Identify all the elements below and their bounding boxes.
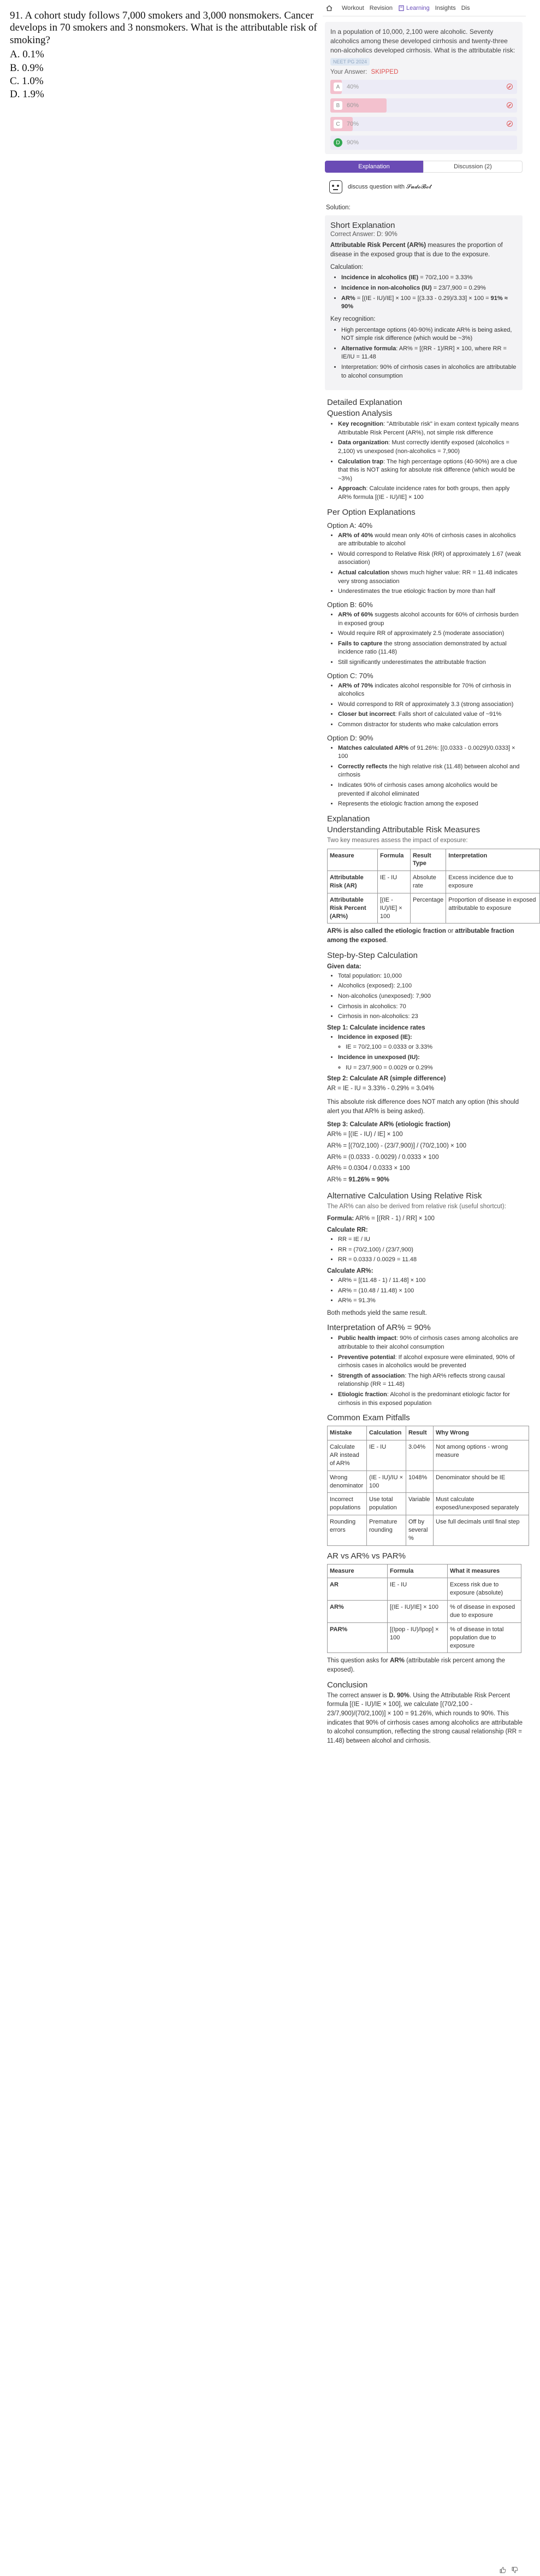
bold-term: Incidence in alcoholics (IE) xyxy=(341,274,419,281)
list-item xyxy=(338,1372,523,1389)
item-text: : The high percentage options (40-90%) are a clue that this is NOT asking for absolute risk difference (which would be ~3%) xyxy=(338,458,518,482)
option-d-title: Option D: 90% xyxy=(327,733,373,742)
choice-c-text: 70% xyxy=(347,121,359,128)
bold-term: AR% xyxy=(341,295,355,302)
vs-title: AR vs AR% vs PAR% xyxy=(327,1551,406,1561)
table-cell: 3.04% xyxy=(406,1440,434,1471)
short-explanation xyxy=(325,215,523,390)
choice-b-text: 60% xyxy=(347,102,359,109)
option-c-title: Option C: 70% xyxy=(327,671,373,680)
list-item: • Non-alcoholics (unexposed): 7,900 xyxy=(338,992,523,1001)
list-item xyxy=(338,439,523,456)
table-cell: [(IE - IU)/IE] × 100 xyxy=(378,893,411,924)
choice-d-text: 90% xyxy=(347,139,359,146)
nav-learning-label: Learning xyxy=(406,4,430,11)
list-item xyxy=(338,569,523,586)
list-item xyxy=(341,295,517,311)
table-header-row xyxy=(328,849,540,871)
option-c[interactable]: C. 1.0% xyxy=(10,75,44,87)
choice-c[interactable] xyxy=(330,117,517,131)
table-row xyxy=(328,1601,521,1623)
step1-list xyxy=(338,1033,523,1072)
item-text: shows much higher value: RR = 11.48 indicates very strong association xyxy=(338,569,518,585)
calc-rr-list xyxy=(338,1236,523,1265)
exam-tag: NEET PG 2024 xyxy=(330,58,370,66)
list-item xyxy=(338,710,523,719)
bold-term: D. 90% xyxy=(389,1692,410,1699)
formula-line xyxy=(327,1174,523,1186)
step2-heading: Step 2: Calculate AR (simple difference) xyxy=(327,1075,446,1083)
item-text: : "Attributable risk" in exam context typically means Attributable Risk Percent (AR%), not simple risk difference xyxy=(338,421,519,436)
list-item xyxy=(341,284,517,293)
robot-icon xyxy=(329,180,342,193)
bold-term: AR% of 60% xyxy=(338,611,373,618)
list-item: • Indicates 90% of cirrhosis cases among alcoholics would be prevented if alcohol eliminated xyxy=(338,781,523,798)
option-c-list xyxy=(338,682,523,730)
list-item xyxy=(338,640,523,657)
explanation-tabs xyxy=(325,161,523,173)
list-item xyxy=(338,532,523,549)
interp-title: Interpretation of AR% = 90% xyxy=(327,1323,431,1333)
bold-term: AR% is also called the xyxy=(327,928,396,935)
step1-heading: Step 1: Calculate incidence rates xyxy=(327,1024,425,1031)
item-text: This question asks for xyxy=(327,1657,390,1665)
correct-answer: Correct Answer: D: 90% xyxy=(330,231,397,238)
table-cell: Absolute rate xyxy=(411,871,446,893)
table-row xyxy=(328,1622,521,1653)
item-text: = [(IE - IU)/IE] × 100 = [(3.33 - 0.29)/3.33] × 100 = xyxy=(355,295,491,302)
ar-definition xyxy=(330,241,517,259)
bold-term: Etiologic fraction xyxy=(338,1391,387,1398)
nav-insights[interactable] xyxy=(435,5,456,11)
given-list xyxy=(338,972,523,1021)
list-item: • AR% = (10.48 / 11.48) × 100 xyxy=(338,1287,523,1296)
list-item xyxy=(338,744,523,761)
table-header: Measure xyxy=(328,849,378,871)
item-text: : Alcohol is the predominant etiologic factor for cirrhosis in this exposed population xyxy=(338,1391,510,1407)
table-cell: Excess risk due to exposure (absolute) xyxy=(448,1578,521,1601)
nav-dis[interactable] xyxy=(461,5,470,11)
table-header: Why Wrong xyxy=(434,1426,529,1440)
bold-term: Incidence in unexposed (IU): xyxy=(338,1054,420,1061)
table-cell: Attributable Risk Percent (AR%) xyxy=(328,893,378,924)
solution-label: Solution: xyxy=(326,204,351,211)
list-item xyxy=(338,458,523,484)
table-header: Interpretation xyxy=(446,849,540,871)
bold-term: Correctly reflects xyxy=(338,763,388,770)
list-item xyxy=(338,420,523,437)
table-row xyxy=(328,1471,529,1493)
comparison-table xyxy=(327,1564,521,1654)
item-text: would mean only 40% of cirrhosis cases in alcoholics are attributable to alcohol xyxy=(338,532,516,548)
table-cell: (IE - IU)/IU × 100 xyxy=(367,1471,406,1493)
list-item: • Total population: 10,000 xyxy=(338,972,523,981)
bold-term: Public health impact xyxy=(338,1335,396,1342)
list-item: • High percentage options (40-90%) indicate AR% is being asked, NOT simple risk difference (which would be ~3%) xyxy=(341,326,517,343)
bold-term: Fails to capture xyxy=(338,640,383,647)
option-a-list xyxy=(338,532,523,596)
nav-workout-label: Workout xyxy=(342,4,364,11)
list-item: • Cirrhosis in non-alcoholics: 23 xyxy=(338,1013,523,1021)
feedback-bar xyxy=(323,2564,526,2576)
table-cell: IE - IU xyxy=(388,1578,448,1601)
your-answer xyxy=(330,69,517,75)
bold-term: Closer but incorrect xyxy=(338,711,395,718)
table-header: Formula xyxy=(388,1564,448,1578)
list-item: ◦ IE = 70/2,100 = 0.0333 or 3.33% xyxy=(346,1043,523,1052)
list-item: • Still significantly underestimates the attributable fraction xyxy=(338,658,523,667)
list-item: • Interpretation: 90% of cirrhosis cases in alcoholics are attributable to alcohol consumption xyxy=(341,363,517,380)
short-title: Short Explanation xyxy=(330,221,395,231)
table-cell: Calculate AR instead of AR% xyxy=(328,1440,367,1471)
list-item xyxy=(338,682,523,699)
pitfalls-table xyxy=(327,1426,529,1545)
conclusion-title: Conclusion xyxy=(327,1680,368,1690)
item-text: The correct answer is xyxy=(327,1692,389,1699)
table-cell: PAR% xyxy=(328,1622,388,1653)
key-heading: Key recognition: xyxy=(330,315,376,322)
conclusion-text xyxy=(327,1691,523,1746)
discuss-text: discuss question with 𝓢𝓾𝓭𝓸𝓑𝓸𝓽 xyxy=(348,183,431,190)
nav-workout[interactable] xyxy=(342,5,364,11)
list-item xyxy=(338,611,523,628)
table-header: Formula xyxy=(378,849,411,871)
thumbs-up-icon[interactable] xyxy=(500,2567,506,2573)
bold-term: Alternative formula xyxy=(341,345,396,352)
table-cell: Incorrect populations xyxy=(328,1493,367,1515)
ar-note xyxy=(327,927,523,945)
nav-learning[interactable] xyxy=(398,5,430,11)
nav-revision-label: Revision xyxy=(369,4,393,11)
list-item: • Represents the etiologic fraction among the exposed xyxy=(338,800,523,809)
table-header: Calculation xyxy=(367,1426,406,1440)
list-item: • RR = IE / IU xyxy=(338,1236,523,1244)
item-text: : If alcohol exposure were eliminated, 90% of cirrhosis cases in alcoholics would be prevented xyxy=(338,1354,515,1369)
table-header: Measure xyxy=(328,1564,388,1578)
formula-line: AR% = [(IE - IU) / IE] × 100 xyxy=(327,1131,403,1138)
formula-line: AR = IE - IU = 3.33% - 0.29% = 3.04% xyxy=(327,1085,434,1092)
list-item xyxy=(338,763,523,780)
item-text: (attributable risk percent among the exposed). xyxy=(327,1657,506,1674)
option-b-title: Option B: 60% xyxy=(327,600,373,609)
uar-intro: Two key measures assess the impact of exposure: xyxy=(327,837,468,844)
item-text: the strong association demonstrated by actual incidence ratio (11.48) xyxy=(338,640,507,656)
list-item: • AR% = [(11.48 - 1) / 11.48] × 100 xyxy=(338,1277,523,1285)
table-row xyxy=(328,1493,529,1515)
option-d[interactable]: D. 1.9% xyxy=(10,89,44,101)
table-cell: [(Ipop - IU)/Ipop] × 100 xyxy=(388,1622,448,1653)
nav-insights-label: Insights xyxy=(435,4,456,11)
choice-c-letter: C xyxy=(334,120,342,128)
bold-term: attributable fraction among the exposed xyxy=(327,928,514,944)
table-cell: Proportion of disease in exposed attributable to exposure xyxy=(446,893,540,924)
table-row xyxy=(328,1440,529,1471)
item-text: . xyxy=(386,937,388,944)
list-item: • Underestimates the true etiologic fraction by more than half xyxy=(338,587,523,596)
key-list xyxy=(341,326,517,381)
wrong-icon xyxy=(507,84,513,90)
nav-revision[interactable] xyxy=(370,5,393,11)
table-cell: Excess incidence due to exposure xyxy=(446,871,540,893)
table-cell: Not among options - wrong measure xyxy=(434,1440,529,1471)
table-header: Mistake xyxy=(328,1426,367,1440)
uar-title: Understanding Attributable Risk Measures xyxy=(327,825,480,834)
bold-term: Incidence in exposed (IE): xyxy=(338,1033,412,1040)
your-answer-label: Your Answer: xyxy=(330,69,367,76)
wrong-icon xyxy=(507,102,513,108)
bold-term: Approach xyxy=(338,485,366,492)
book-icon xyxy=(398,5,405,11)
table-row xyxy=(328,893,540,924)
table-header-row xyxy=(328,1426,529,1440)
item-text: : Falls short of calculated value of ~91% xyxy=(395,711,502,718)
given-heading: Given data: xyxy=(327,963,361,970)
bold-term: etiologic fraction xyxy=(395,928,446,935)
nav-dis-label: Dis xyxy=(461,4,470,11)
home-icon[interactable] xyxy=(326,5,334,11)
list-item: • Would require RR of approximately 2.5 (moderate association) xyxy=(338,630,523,638)
choice-b[interactable] xyxy=(330,98,517,113)
choice-b-letter: B xyxy=(334,101,342,110)
item-text: : Calculate incidence rates for both groups, then apply AR% formula [(IE - IU)/IE] × 100 xyxy=(338,485,510,501)
ar-definition-text: measures the proportion of disease in the exposed group that is due to the exposure. xyxy=(330,242,503,258)
list-item: • AR% = 91.3% xyxy=(338,1297,523,1305)
table-header: Result Type xyxy=(411,849,446,871)
detailed-title: Detailed Explanation xyxy=(327,398,402,408)
bold-term: Matches calculated AR% xyxy=(338,744,409,751)
step3-heading: Step 3: Calculate AR% (etiologic fraction) xyxy=(327,1121,450,1128)
table-cell: Wrong denominator xyxy=(328,1471,367,1493)
table-cell: Attributable Risk (AR) xyxy=(328,871,378,893)
bold-term: Calculation trap xyxy=(338,458,384,465)
list-item: • Would correspond to RR of approximately 3.3 (strong association) xyxy=(338,701,523,709)
table-cell: Must calculate exposed/unexposed separately xyxy=(434,1493,529,1515)
list-item xyxy=(338,1391,523,1408)
bold-term: Preventive potential xyxy=(338,1354,395,1361)
item-text: indicates alcohol responsible for 70% of cirrhosis in alcoholics xyxy=(338,682,511,698)
calc-list xyxy=(341,274,517,311)
list-item xyxy=(338,485,523,502)
item-text: of 91.26%: [(0.0333 - 0.0029)/0.0333] × 100 xyxy=(338,744,515,760)
bold-term: Data organization xyxy=(338,439,389,446)
table-cell: AR xyxy=(328,1578,388,1601)
option-a-title: Option A: 40% xyxy=(327,521,373,530)
formula-line: AR% = [(70/2,100) - (23/7,900)] / (70/2,100) × 100 xyxy=(327,1143,467,1150)
question-card xyxy=(325,22,523,154)
table-row xyxy=(328,1578,521,1601)
item-text: : The high AR% reflects strong causal relationship (RR = 11.48) xyxy=(338,1372,505,1388)
option-b[interactable]: B. 0.9% xyxy=(10,62,44,74)
poe-title: Per Option Explanations xyxy=(327,507,416,517)
formula-line: AR% = (0.0333 - 0.0029) / 0.0333 × 100 xyxy=(327,1154,439,1161)
calc-rr-heading: Calculate RR: xyxy=(327,1227,368,1234)
table-cell: Percentage xyxy=(411,893,446,924)
bold-term: AR% xyxy=(390,1657,405,1665)
wrong-icon xyxy=(507,121,513,127)
list-item: • Would correspond to Relative Risk (RR) of approximately 1.67 (weak association) xyxy=(338,550,523,567)
table-cell: % of disease in exposed due to exposure xyxy=(448,1601,521,1623)
thumbs-down-icon[interactable] xyxy=(512,2567,518,2573)
item-text: AR% = [(RR - 1) / RR] × 100 xyxy=(354,1215,435,1222)
tab-discussion[interactable]: Discussion (2) xyxy=(423,161,523,173)
item-text: = 70/2,100 = 3.33% xyxy=(418,274,473,281)
alt-formula xyxy=(327,1214,523,1224)
item-text: = 23/7,900 = 0.29% xyxy=(431,285,486,292)
table-row xyxy=(328,871,540,893)
table-cell: [(IE - IU)/IE] × 100 xyxy=(388,1601,448,1623)
table-cell: Rounding errors xyxy=(328,1515,367,1546)
list-item xyxy=(341,345,517,362)
bold-term: Strength of association xyxy=(338,1372,405,1379)
qa-title: Question Analysis xyxy=(327,409,393,419)
option-a[interactable]: A. 0.1% xyxy=(10,49,44,61)
choice-d[interactable] xyxy=(330,136,517,150)
table-header-row xyxy=(328,1564,521,1578)
list-item xyxy=(338,1033,523,1042)
choice-a-letter: A xyxy=(334,83,342,91)
table-cell: Off by several % xyxy=(406,1515,434,1546)
table-cell: Variable xyxy=(406,1493,434,1515)
item-text: or xyxy=(446,928,455,935)
question-text: In a population of 10,000, 2,100 were alcoholic. Seventy alcoholics among these developed cirrhosis and twenty-three non-alcoholics developed cirrhosis. What is the attributable risk: xyxy=(330,28,515,54)
ar-definition-term: Attributable Risk Percent (AR%) xyxy=(330,242,426,249)
bold-term: 91.26% ≈ 90% xyxy=(348,1177,390,1184)
explanation-title: Explanation xyxy=(327,814,370,824)
table-cell: IE - IU xyxy=(367,1440,406,1471)
list-item: • Cirrhosis in alcoholics: 70 xyxy=(338,1003,523,1011)
measures-table xyxy=(327,849,540,924)
interp-list xyxy=(338,1334,523,1408)
formula-line: AR% = 0.0304 / 0.0333 × 100 xyxy=(327,1165,410,1172)
table-cell: AR% xyxy=(328,1601,388,1623)
choice-a[interactable] xyxy=(330,80,517,94)
question-pane xyxy=(0,0,322,102)
ssc-title: Step-by-Step Calculation xyxy=(327,950,418,960)
item-text: AR% = xyxy=(327,1177,349,1184)
table-cell: IE - IU xyxy=(378,871,411,893)
table-cell: % of disease in total population due to exposure xyxy=(448,1622,521,1653)
calc-ar-list xyxy=(338,1277,523,1305)
question-stem: 91. A cohort study follows 7,000 smokers and 3,000 nonsmokers. Cancer develops in 70 smokers and 3 nonsmokers. What is the attributable risk of smoking? xyxy=(10,10,317,46)
list-item xyxy=(338,1334,523,1351)
list-item xyxy=(341,274,517,283)
bold-term: AR% of 40% xyxy=(338,532,373,539)
list-item xyxy=(338,1054,523,1062)
tab-explanation[interactable]: Explanation xyxy=(325,161,423,173)
list-item: • Alcoholics (exposed): 2,100 xyxy=(338,982,523,991)
bold-term: 91% ≈ 90% xyxy=(341,295,508,310)
table-header: Result xyxy=(406,1426,434,1440)
qa-list xyxy=(338,420,523,502)
discuss-sudobot[interactable] xyxy=(329,179,523,195)
choice-d-letter: D xyxy=(334,138,342,147)
item-text: the high relative risk (11.48) between alcohol and cirrhosis xyxy=(338,763,520,779)
bold-term: Formula: xyxy=(327,1215,354,1222)
table-cell: Use full decimals until final step xyxy=(434,1515,529,1546)
table-cell: Denominator should be IE xyxy=(434,1471,529,1493)
bold-term: Incidence in non-alcoholics (IU) xyxy=(341,285,432,292)
list-item: • RR = (70/2,100) / (23/7,900) xyxy=(338,1246,523,1255)
bold-term: Actual calculation xyxy=(338,569,390,577)
list-item: • Common distractor for students who make calculation errors xyxy=(338,721,523,730)
item-text: : AR% = [(RR - 1)/RR] × 100, where RR = IE/IU = 11.48 xyxy=(341,345,507,361)
choice-a-text: 40% xyxy=(347,84,359,91)
list-item xyxy=(338,1354,523,1371)
vs-note xyxy=(327,1656,523,1674)
item-text: suggests alcohol accounts for 60% of cirrhosis burden in exposed group xyxy=(338,611,519,627)
list-item: • RR = 0.0333 / 0.0029 = 11.48 xyxy=(338,1256,523,1265)
table-row xyxy=(328,1515,529,1546)
list-item: ◦ IU = 23/7,900 = 0.0029 or 0.29% xyxy=(346,1064,523,1073)
both-methods: Both methods yield the same result. xyxy=(327,1309,427,1316)
explanation-panel xyxy=(323,0,536,2576)
alt-title: Alternative Calculation Using Relative Risk xyxy=(327,1191,482,1201)
item-text: . Using the Attributable Risk Percent formula [(IE - IU)/IE × 100], we calculate [(70/2,100 - 23/7,900)/(70/2,100)] × 100 = 91.26%, which rounds to 90%. This indicates that 90% of cirrhosis cases among alcoholics are attributable to alcohol consumption, reflecting the strong causal relationship (RR = 11.48) between alcohol and cirrhosis. xyxy=(327,1692,523,1745)
option-d-list xyxy=(338,744,523,809)
table-cell: Use total population xyxy=(367,1493,406,1515)
item-text: : Must correctly identify exposed (alcoholics = 2,100) vs unexposed (non-alcoholics = 7,900) xyxy=(338,439,509,455)
table-cell: 1048% xyxy=(406,1471,434,1493)
bold-term: AR% of 70% xyxy=(338,682,373,689)
table-cell: Premature rounding xyxy=(367,1515,406,1546)
your-answer-value: SKIPPED xyxy=(371,69,399,76)
detailed-explanation xyxy=(327,398,536,1746)
option-b-list xyxy=(338,611,523,667)
step2-note: This absolute risk difference does NOT match any option (this should alert you that AR% is being asked). xyxy=(327,1098,519,1115)
item-text: : 90% of cirrhosis cases among alcoholics are attributable to their alcohol consumption xyxy=(338,1335,519,1351)
calc-ar-heading: Calculate AR%: xyxy=(327,1267,373,1274)
calc-heading: Calculation: xyxy=(330,263,364,270)
alt-intro: The AR% can also be derived from relative risk (useful shortcut): xyxy=(327,1203,506,1210)
top-nav xyxy=(323,0,526,16)
bold-term: Key recognition xyxy=(338,421,384,428)
table-header: What it measures xyxy=(448,1564,521,1578)
pitfalls-title: Common Exam Pitfalls xyxy=(327,1413,410,1423)
